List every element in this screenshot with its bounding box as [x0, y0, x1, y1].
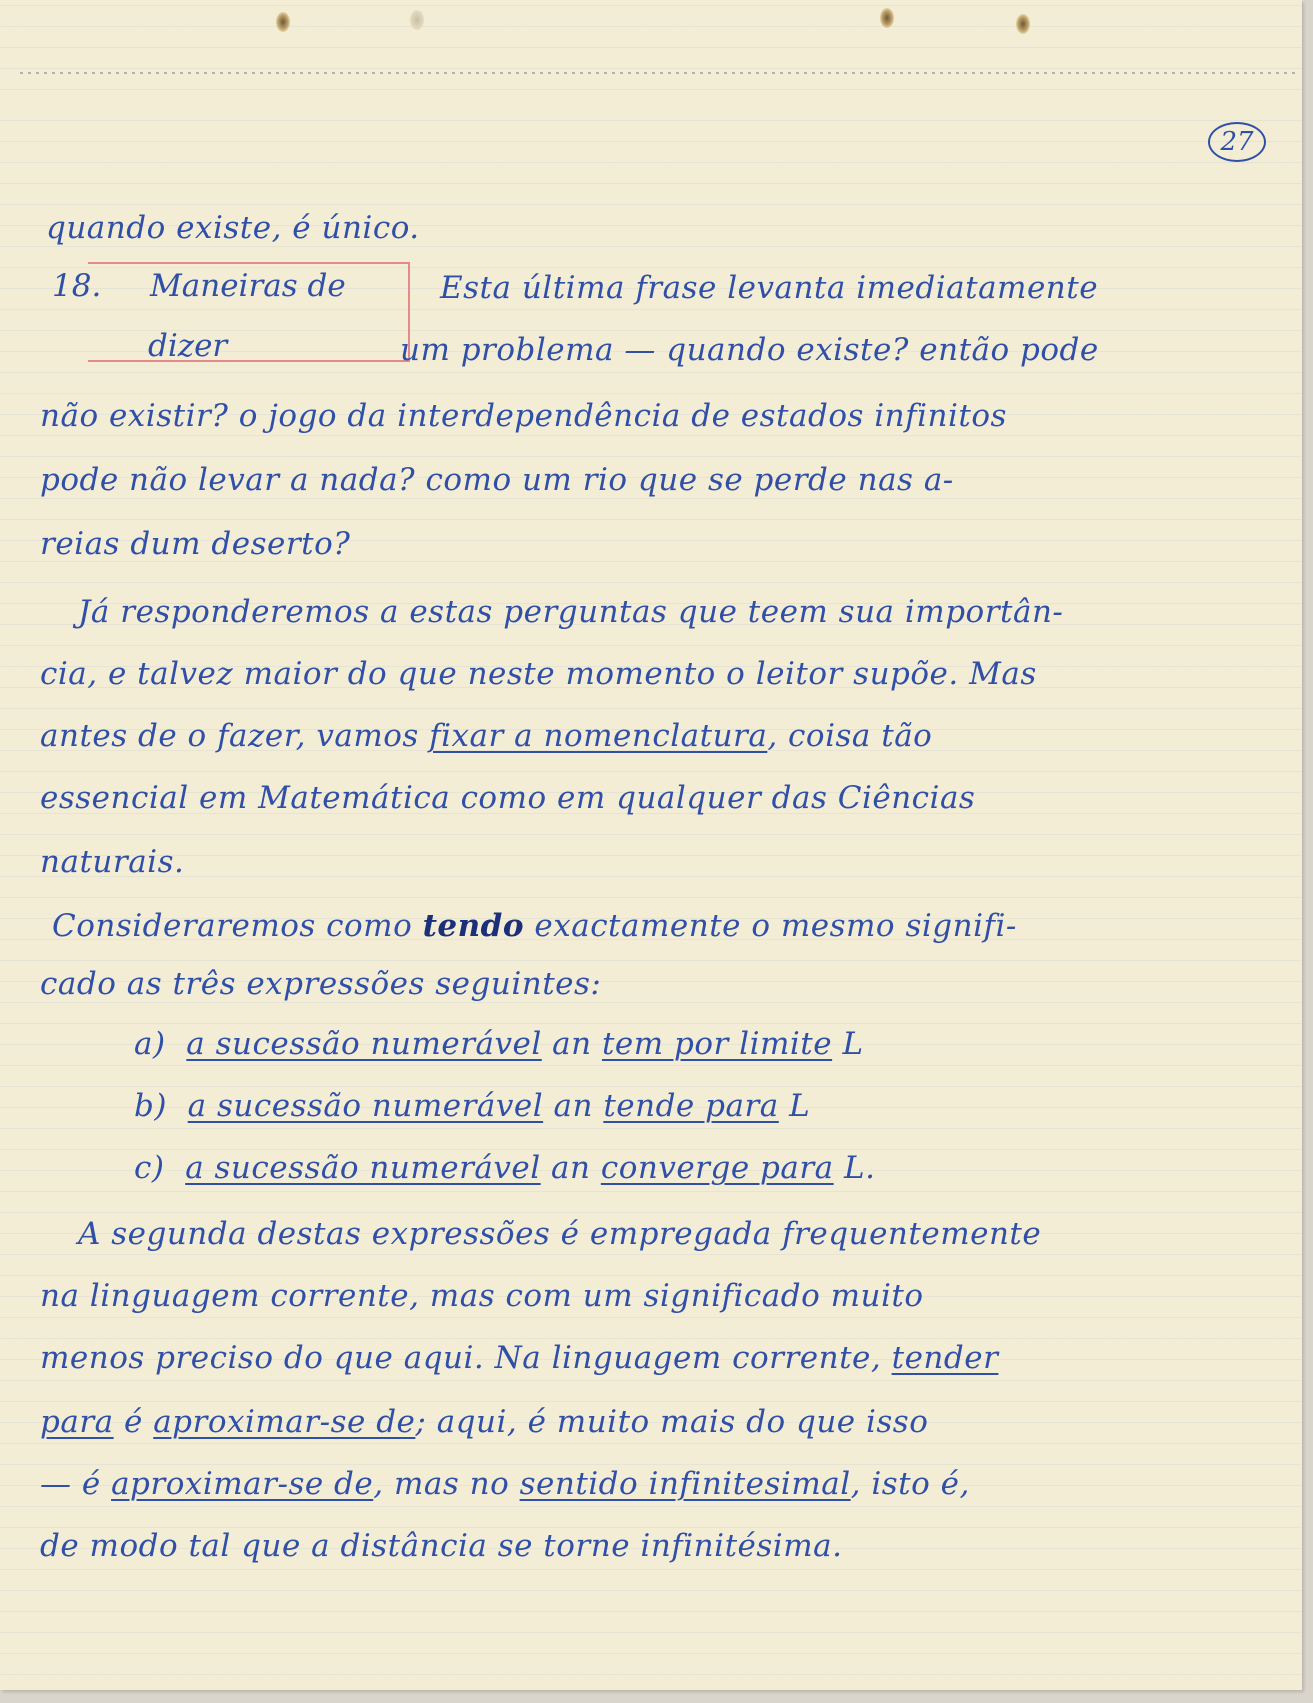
underlined-term: sentido infinitesimal: [519, 1466, 851, 1502]
text-line: [52, 906, 1017, 946]
underlined-term: converge para: [600, 1150, 834, 1186]
binder-hole: [1016, 14, 1030, 34]
list-label: b): [134, 1088, 167, 1124]
text-run: — é: [40, 1466, 112, 1502]
section-title: Maneiras de: [150, 268, 346, 304]
text-line: pode não levar a nada? como um rio que se perde nas a-: [40, 462, 954, 498]
list-label: c): [134, 1150, 165, 1186]
list-item: [134, 1148, 875, 1188]
underlined-term: tem por limite: [601, 1026, 833, 1062]
text-run: an: [541, 1026, 602, 1062]
text-line: de modo tal que a distância se torne infinitésima.: [40, 1528, 843, 1564]
text-run: , isto é,: [850, 1466, 970, 1502]
list-item: [134, 1024, 864, 1064]
perforation-line: [20, 72, 1296, 74]
text-line: quando existe, é único.: [46, 210, 420, 246]
emphasized-word: tendo: [422, 908, 525, 944]
text-line: A segunda destas expressões é empregada frequentemente: [78, 1216, 1042, 1252]
text-run: , coisa tão: [767, 718, 933, 754]
text-line: Esta última frase levanta imediatamente: [440, 270, 1099, 306]
underlined-term: a sucessão numerável: [185, 1150, 541, 1186]
text-line: reias dum deserto?: [40, 526, 351, 562]
text-run: , mas no: [373, 1466, 520, 1502]
underlined-term: a sucessão numerável: [187, 1088, 544, 1124]
binder-hole: [880, 8, 894, 28]
text-run: antes de o fazer, vamos: [40, 718, 430, 754]
underlined-term: aproximar-se de: [153, 1404, 416, 1440]
text-run: é: [113, 1404, 154, 1440]
section-number: 18.: [52, 268, 102, 304]
text-line: naturais.: [40, 844, 185, 880]
underlined-term: tende para: [603, 1088, 779, 1124]
underlined-term: aproximar-se de: [111, 1466, 374, 1502]
text-line: [40, 1402, 928, 1442]
underlined-term: tender: [891, 1340, 999, 1376]
text-line: na linguagem corrente, mas com um significado muito: [40, 1278, 924, 1314]
binder-hole: [410, 10, 424, 30]
text-run: menos preciso do que aqui. Na linguagem corrente,: [40, 1340, 892, 1376]
text-run: L.: [833, 1150, 876, 1186]
text-line: um problema — quando existe? então pode: [400, 332, 1099, 368]
underlined-term: fixar a nomenclatura: [429, 718, 768, 754]
text-run: an: [543, 1088, 604, 1124]
list-item: [134, 1086, 810, 1126]
text-run: exactamente o mesmo signifi-: [524, 908, 1017, 944]
binder-hole: [276, 12, 290, 32]
text-line: [40, 716, 932, 756]
text-run: L: [778, 1088, 811, 1124]
text-line: cia, e talvez maior do que neste momento o leitor supõe. Mas: [40, 656, 1037, 692]
text-run: Consideraremos como: [52, 908, 423, 944]
underlined-term: a sucessão numerável: [186, 1026, 542, 1062]
text-run: ; aqui, é muito mais do que isso: [415, 1404, 929, 1440]
text-line: Já responderemos a estas perguntas que teem sua importân-: [78, 594, 1064, 630]
section-title: dizer: [148, 328, 228, 364]
text-line: [40, 1464, 970, 1504]
text-run: an: [540, 1150, 601, 1186]
page-number: 27: [1208, 122, 1266, 162]
underlined-term: para: [40, 1404, 114, 1440]
text-line: cado as três expressões seguintes:: [40, 966, 602, 1002]
text-run: L: [832, 1026, 864, 1062]
text-line: [40, 1338, 998, 1378]
text-line: essencial em Matemática como em qualquer das Ciências: [40, 780, 976, 816]
text-line: não existir? o jogo da interdependência de estados infinitos: [40, 398, 1007, 434]
list-label: a): [134, 1026, 166, 1062]
